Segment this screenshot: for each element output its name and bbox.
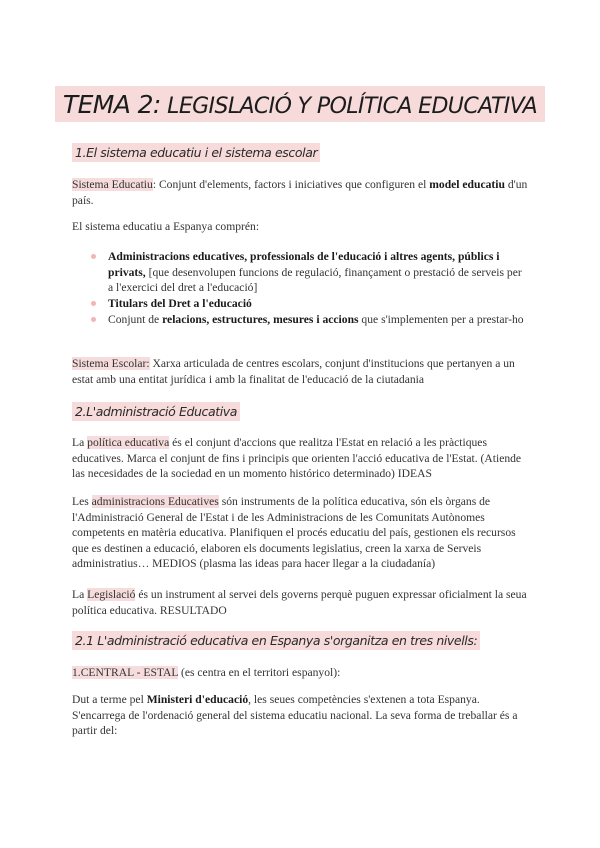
heading-section-2-1: 2.1 L'administració educativa en Espanya s'organitza en tres nivells: <box>72 631 480 650</box>
heading-section-2: 2.L'administració Educativa <box>72 402 240 421</box>
text-span: Conjunt de <box>108 313 163 326</box>
term-highlight: política educativa <box>87 436 170 449</box>
term-highlight: administracions Educatives <box>91 495 219 508</box>
bullet-dot <box>91 254 96 259</box>
text-span: [que desenvolupen funcions de regulació, finançament o prestació de serveis per a l'exercici del dret a l'educació] <box>108 265 522 294</box>
text-span: , les seues competències s'extenen a tota Espanya. S'encarrega de l'ordenació general del sistema educatiu nacional. La seva forma de treballar és a partir del: <box>72 693 518 737</box>
bullet-dot <box>91 317 96 322</box>
paragraph-sistema-escolar <box>72 356 530 387</box>
text-span: La <box>72 436 88 449</box>
term-highlight: Legislació <box>87 588 136 601</box>
text-span: que s'implementen per a prestar-ho <box>358 313 524 326</box>
text-span: : Conjunt d'elements, factors i iniciatives que configuren el <box>152 178 430 191</box>
text-span: Les <box>72 495 92 508</box>
paragraph-administracions <box>72 494 530 572</box>
text-span: La <box>72 588 88 601</box>
bullet-item-3 <box>108 312 528 328</box>
text-span: Dut a terme pel <box>72 693 147 706</box>
bold-text: relacions, estructures, mesures i accions <box>162 313 359 326</box>
text-span: és un instrument al servei dels governs perquè puguen expressar oficialment la seua política educativa. RESULTADO <box>72 588 527 617</box>
title-wrap <box>0 86 600 122</box>
term-highlight: Sistema Educatiu <box>72 178 153 191</box>
bold-text: Titulars del Dret a l'educació <box>108 297 252 310</box>
paragraph-central-estal <box>72 665 530 681</box>
heading-section-1: 1.El sistema educatiu i el sistema escolar <box>72 143 320 162</box>
bold-text: Ministeri d'educació <box>146 693 249 706</box>
bold-text: Administracions educatives, professionals de l'educació i altres agents, públics i privats, <box>108 250 500 279</box>
paragraph-legislacio <box>72 587 530 618</box>
bold-text: model educatiu <box>429 178 505 191</box>
title-tema: TEMA 2: <box>62 90 161 119</box>
text-span: és el conjunt d'accions que realitza l'Estat en relació a les pràctiques educatives. Marca el conjunt de fins i principis que orienten l'acció educativa de l'Estat. (Atiende las necesidades de la sociedad en un momento histórico determinado) IDEAS <box>72 436 522 480</box>
text-span: d'un país. <box>72 178 528 207</box>
text-span: són instruments de la política educativa, són els òrgans de l'Administració General de l'Estat i de les Administracions de les Comunitats Autònomes competents en matèria educativa. Planifiquen el procés educatiu del país, gestionen els recursos que es destinen a educació, elaboren els documents legislatius, creen la xarxa de Serveis administratius… MEDIOS (plasma las ideas para hacer llegar a la ciudadanía) <box>72 495 516 570</box>
bullet-item-2 <box>108 296 528 312</box>
bullet-dot <box>91 301 96 306</box>
term-highlight: Sistema Escolar: <box>72 357 150 370</box>
paragraph-sistema-educatiu <box>72 177 530 208</box>
term-highlight: 1.CENTRAL - ESTAL <box>72 666 179 679</box>
page-title <box>55 86 545 122</box>
text-span: Xarxa articulada de centres escolars, conjunt d'institucions que pertanyen a un estat amb una entitat jurídica i amb la finalitat de l'educació de la ciutadania <box>72 357 515 386</box>
title-rest: LEGISLACIÓ Y POLÍTICA EDUCATIVA <box>167 94 538 119</box>
text-span: (es centra en el territori espanyol): <box>178 666 341 679</box>
bullet-item-1 <box>108 249 528 296</box>
paragraph-ministeri <box>72 692 530 739</box>
paragraph-comprén: El sistema educatiu a Espanya comprén: <box>72 220 260 233</box>
paragraph-politica-educativa <box>72 435 530 482</box>
